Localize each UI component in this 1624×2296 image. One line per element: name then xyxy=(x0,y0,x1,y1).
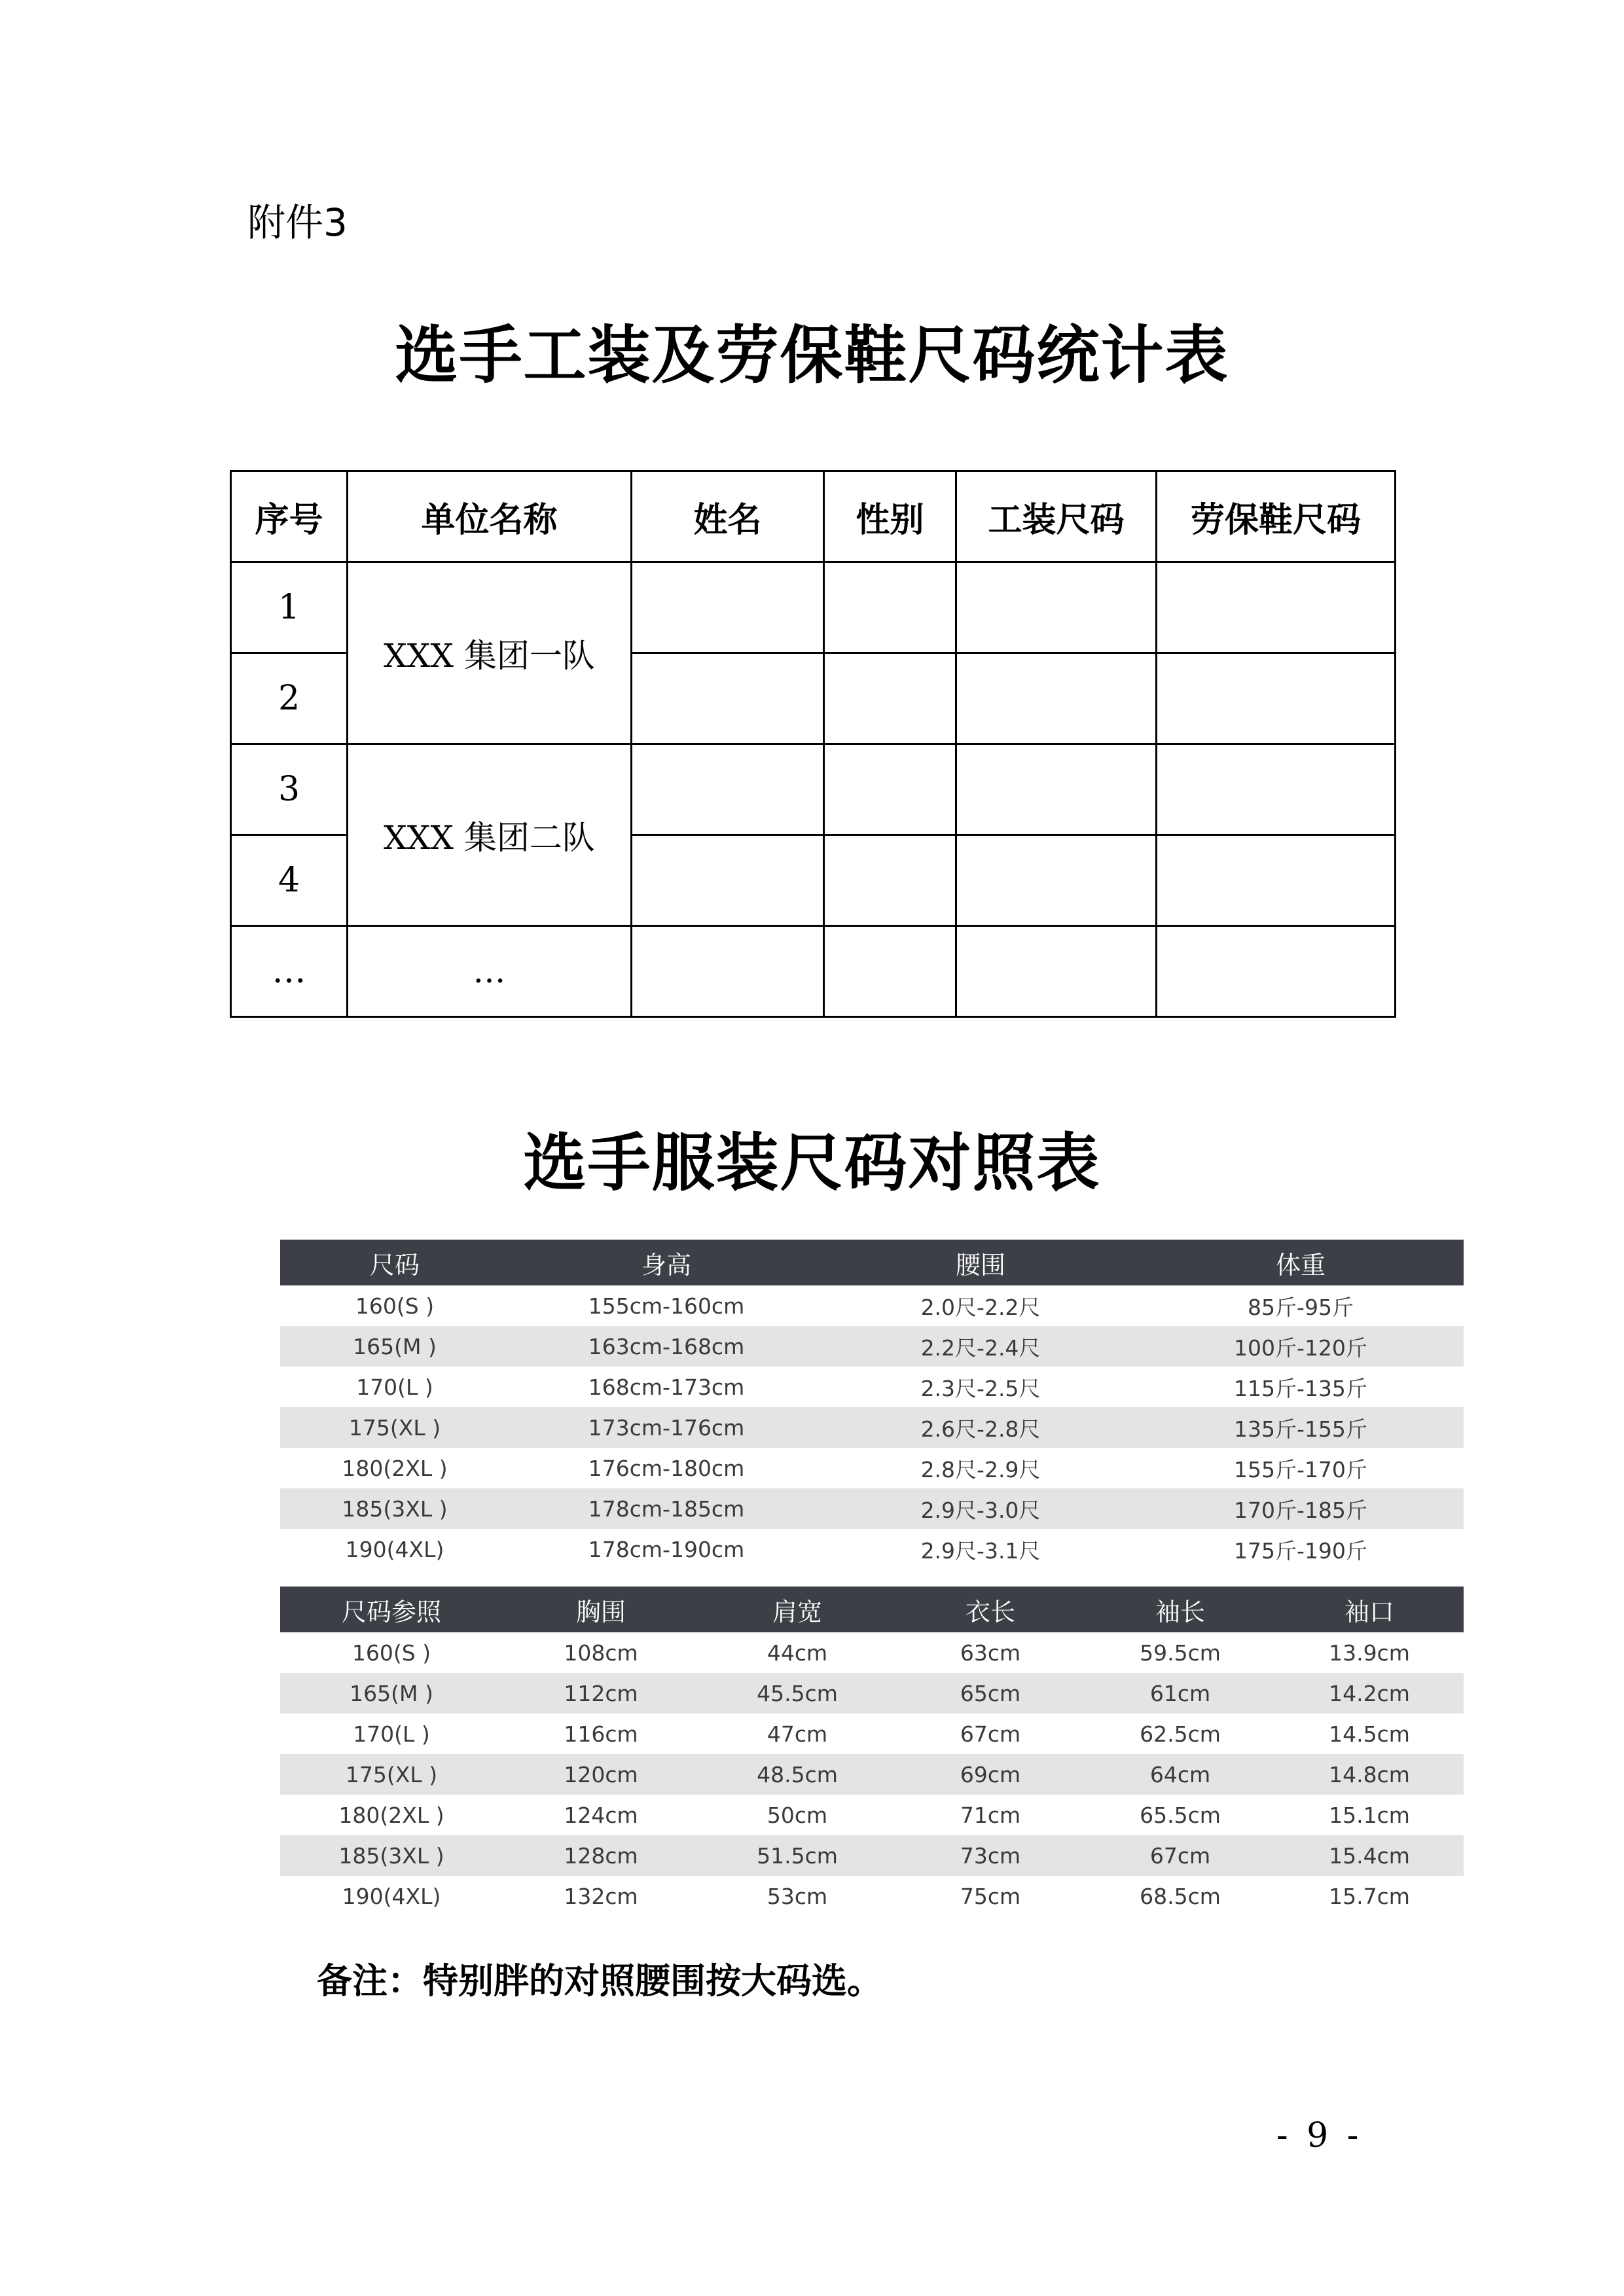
chart-cell: 175(XL ) xyxy=(345,1761,438,1787)
chart-row xyxy=(280,1407,1464,1448)
chart-cell: 170(L ) xyxy=(353,1721,430,1747)
body-size-chart xyxy=(280,1240,1464,1570)
chart-cell: 68.5cm xyxy=(1140,1883,1221,1909)
cell-gender xyxy=(824,926,956,1017)
chart-cell: 185(3XL ) xyxy=(342,1496,448,1522)
attachment-label: 附件3 xyxy=(247,200,348,245)
size-statistics-table xyxy=(230,470,1396,1018)
chart-cell: 2.2尺-2.4尺 xyxy=(920,1335,1041,1361)
chart-cell: 73cm xyxy=(960,1842,1021,1869)
cell-unit-name: … xyxy=(348,926,632,1017)
chart-column-header: 胸围 xyxy=(575,1597,626,1626)
remark-note: 备注：特别胖的对照腰围按大码选。 xyxy=(317,1960,882,2001)
chart-cell: 69cm xyxy=(960,1761,1021,1787)
chart-cell: 112cm xyxy=(564,1680,638,1706)
chart-cell: 2.9尺-3.0尺 xyxy=(920,1497,1041,1523)
cell-workwear-size xyxy=(956,562,1157,653)
chart-row xyxy=(280,1795,1464,1835)
cell-gender xyxy=(824,835,956,926)
chart-cell: 165(M ) xyxy=(353,1333,437,1359)
chart-cell: 62.5cm xyxy=(1140,1721,1221,1747)
chart-cell: 190(4XL) xyxy=(345,1536,444,1562)
chart-cell: 15.1cm xyxy=(1329,1802,1410,1828)
cell-serial-no: … xyxy=(231,926,348,1017)
chart-cell: 47cm xyxy=(767,1721,828,1747)
table-row xyxy=(231,744,1396,835)
chart-cell: 190(4XL) xyxy=(342,1883,441,1909)
header-name: 姓名 xyxy=(632,471,824,562)
garment-size-chart-header xyxy=(280,1587,1464,1632)
chart-cell: 14.2cm xyxy=(1329,1680,1410,1706)
chart-row xyxy=(280,1326,1464,1367)
chart-cell: 45.5cm xyxy=(757,1680,838,1706)
chart-cell: 116cm xyxy=(564,1721,638,1747)
header-workwear-size: 工装尺码 xyxy=(956,471,1157,562)
cell-safety-shoe-size xyxy=(1157,835,1396,926)
chart-row xyxy=(280,1488,1464,1529)
chart-cell: 15.4cm xyxy=(1329,1842,1410,1869)
cell-safety-shoe-size xyxy=(1157,653,1396,744)
chart-column-header: 体重 xyxy=(1275,1250,1326,1280)
header-serial-no: 序号 xyxy=(231,471,348,562)
cell-name xyxy=(632,744,824,835)
chart-cell: 168cm-173cm xyxy=(588,1374,745,1400)
chart-cell: 178cm-190cm xyxy=(588,1536,745,1562)
chart-cell: 14.8cm xyxy=(1329,1761,1410,1787)
chart-cell: 61cm xyxy=(1149,1680,1211,1706)
garment-size-chart xyxy=(280,1587,1464,1916)
stats-table-title: 选手工装及劳保鞋尺码统计表 xyxy=(395,318,1229,392)
cell-gender xyxy=(824,562,956,653)
chart-cell: 108cm xyxy=(564,1640,638,1666)
cell-serial-no: 3 xyxy=(231,744,348,835)
chart-cell: 180(2XL ) xyxy=(342,1455,448,1481)
chart-cell: 64cm xyxy=(1149,1761,1211,1787)
chart-cell: 100斤-120斤 xyxy=(1234,1335,1367,1361)
chart-cell: 50cm xyxy=(767,1802,828,1828)
chart-column-header: 袖口 xyxy=(1344,1597,1394,1626)
chart-cell: 175斤-190斤 xyxy=(1234,1537,1367,1564)
chart-cell: 124cm xyxy=(564,1802,638,1828)
chart-cell: 175(XL ) xyxy=(348,1414,441,1441)
chart-column-header: 身高 xyxy=(641,1250,691,1280)
chart-column-header: 肩宽 xyxy=(772,1597,822,1626)
chart-cell: 155斤-170斤 xyxy=(1234,1456,1367,1482)
chart-cell: 115斤-135斤 xyxy=(1234,1375,1367,1401)
chart-cell: 2.8尺-2.9尺 xyxy=(920,1456,1041,1482)
cell-safety-shoe-size xyxy=(1157,744,1396,835)
chart-cell: 155cm-160cm xyxy=(588,1293,745,1319)
chart-column-header: 衣长 xyxy=(965,1597,1015,1626)
chart-cell: 63cm xyxy=(960,1640,1021,1666)
chart-cell: 44cm xyxy=(767,1640,828,1666)
chart-cell: 67cm xyxy=(1149,1842,1211,1869)
table-row xyxy=(231,562,1396,653)
cell-name xyxy=(632,653,824,744)
chart-cell: 13.9cm xyxy=(1329,1640,1410,1666)
size-chart-title: 选手服装尺码对照表 xyxy=(523,1126,1101,1200)
cell-serial-no: 2 xyxy=(231,653,348,744)
chart-cell: 2.0尺-2.2尺 xyxy=(920,1294,1041,1320)
chart-cell: 71cm xyxy=(960,1802,1021,1828)
chart-cell: 53cm xyxy=(767,1883,828,1909)
chart-cell: 67cm xyxy=(960,1721,1021,1747)
cell-unit-name: XXX 集团一队 xyxy=(348,562,632,744)
chart-cell: 173cm-176cm xyxy=(588,1414,745,1441)
chart-row xyxy=(280,1632,1464,1673)
body-size-chart-header xyxy=(280,1240,1464,1285)
chart-cell: 160(S ) xyxy=(355,1293,435,1319)
chart-cell: 165(M ) xyxy=(350,1680,433,1706)
chart-row xyxy=(280,1876,1464,1916)
cell-name xyxy=(632,562,824,653)
chart-row xyxy=(280,1367,1464,1407)
cell-safety-shoe-size xyxy=(1157,926,1396,1017)
chart-row xyxy=(280,1448,1464,1488)
chart-cell: 59.5cm xyxy=(1140,1640,1221,1666)
cell-serial-no: 1 xyxy=(231,562,348,653)
chart-cell: 135斤-155斤 xyxy=(1234,1416,1367,1442)
chart-cell: 48.5cm xyxy=(757,1761,838,1787)
chart-cell: 65.5cm xyxy=(1140,1802,1221,1828)
chart-cell: 178cm-185cm xyxy=(588,1496,745,1522)
chart-cell: 2.6尺-2.8尺 xyxy=(920,1416,1041,1442)
header-safety-shoe-size: 劳保鞋尺码 xyxy=(1157,471,1396,562)
chart-row xyxy=(280,1835,1464,1876)
chart-cell: 128cm xyxy=(564,1842,638,1869)
table-header-row xyxy=(231,471,1396,562)
cell-workwear-size xyxy=(956,926,1157,1017)
chart-cell: 160(S ) xyxy=(352,1640,431,1666)
chart-cell: 120cm xyxy=(564,1761,638,1787)
chart-cell: 75cm xyxy=(960,1883,1021,1909)
cell-workwear-size xyxy=(956,744,1157,835)
chart-cell: 2.9尺-3.1尺 xyxy=(920,1537,1041,1564)
chart-column-header: 袖长 xyxy=(1155,1597,1205,1626)
chart-row xyxy=(280,1529,1464,1570)
chart-cell: 170斤-185斤 xyxy=(1234,1497,1367,1523)
chart-row xyxy=(280,1713,1464,1754)
chart-cell: 15.7cm xyxy=(1329,1883,1410,1909)
chart-cell: 185(3XL ) xyxy=(338,1842,444,1869)
chart-column-header: 尺码参照 xyxy=(341,1597,441,1626)
cell-workwear-size xyxy=(956,835,1157,926)
chart-cell: 170(L ) xyxy=(356,1374,433,1400)
chart-cell: 65cm xyxy=(960,1680,1021,1706)
chart-column-header: 腰围 xyxy=(955,1250,1005,1280)
cell-workwear-size xyxy=(956,653,1157,744)
cell-unit-name: XXX 集团二队 xyxy=(348,744,632,926)
page-number: - 9 - xyxy=(1276,2116,1363,2155)
size-chart-image xyxy=(280,1225,1464,1922)
chart-cell: 2.3尺-2.5尺 xyxy=(920,1375,1041,1401)
chart-cell: 163cm-168cm xyxy=(588,1333,745,1359)
cell-name xyxy=(632,926,824,1017)
chart-cell: 176cm-180cm xyxy=(588,1455,745,1481)
cell-name xyxy=(632,835,824,926)
chart-cell: 14.5cm xyxy=(1329,1721,1410,1747)
chart-cell: 180(2XL ) xyxy=(338,1802,444,1828)
header-gender: 性别 xyxy=(824,471,956,562)
chart-cell: 85斤-95斤 xyxy=(1248,1294,1354,1320)
cell-safety-shoe-size xyxy=(1157,562,1396,653)
chart-cell: 132cm xyxy=(564,1883,638,1909)
chart-cell: 51.5cm xyxy=(757,1842,838,1869)
cell-gender xyxy=(824,653,956,744)
chart-row xyxy=(280,1673,1464,1713)
chart-row xyxy=(280,1754,1464,1795)
cell-gender xyxy=(824,744,956,835)
table-row xyxy=(231,926,1396,1017)
chart-column-header: 尺码 xyxy=(369,1250,420,1280)
cell-serial-no: 4 xyxy=(231,835,348,926)
header-unit-name: 单位名称 xyxy=(348,471,632,562)
chart-row xyxy=(280,1285,1464,1326)
